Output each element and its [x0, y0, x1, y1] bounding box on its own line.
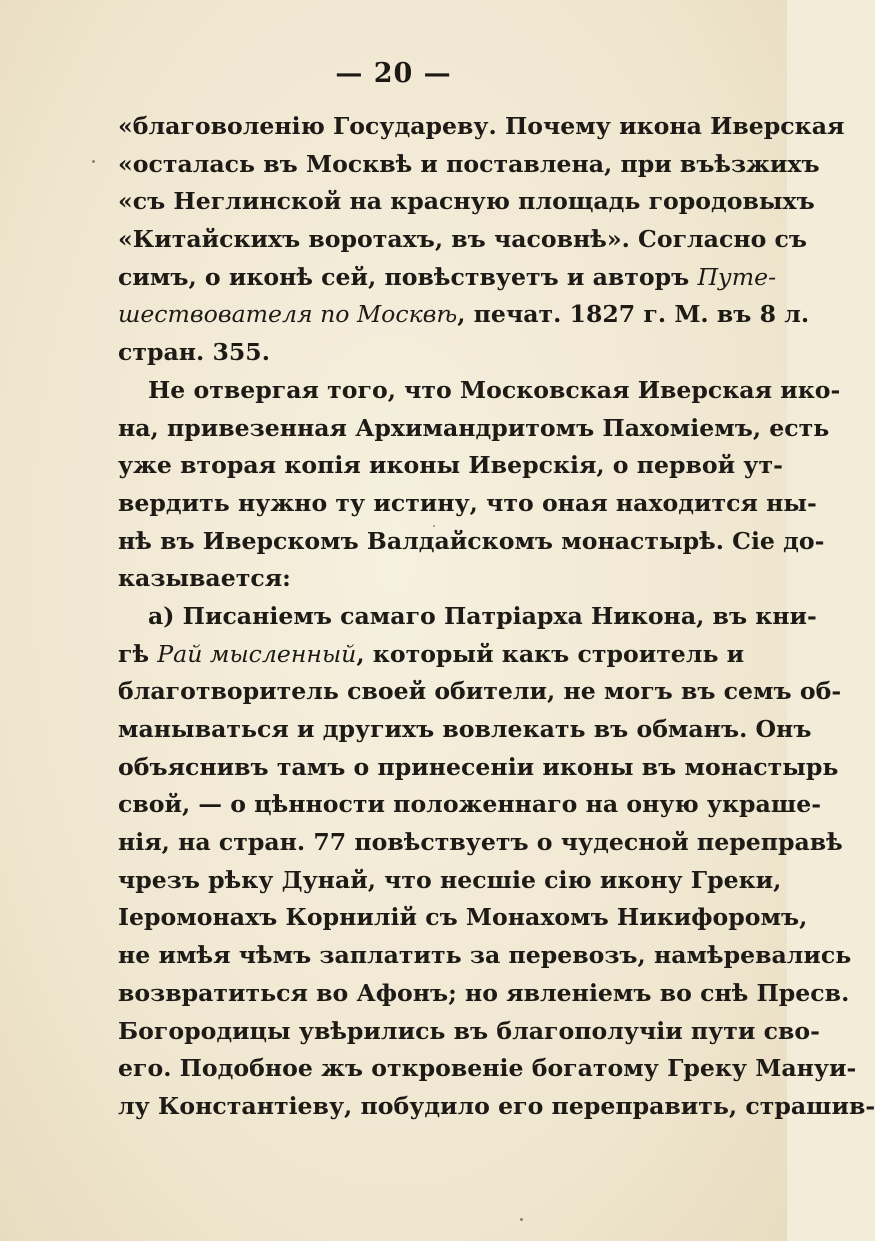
- text-line: «съ Неглинской на красную площадь городовыхъ: [118, 187, 815, 216]
- italic-title: Путе-: [697, 262, 777, 291]
- text-line: «Китайскихъ воротахъ, въ часовнѣ». Согласно съ: [118, 225, 807, 254]
- text-line: [118, 636, 745, 674]
- text-span: симъ, о иконѣ сей, повѣствуетъ и авторъ: [118, 262, 698, 291]
- body-text: [118, 108, 875, 1126]
- text-line: чрезъ рѣку Дунай, что несшіе сію икону Греки,: [118, 865, 782, 894]
- page-number: — 20 —: [335, 58, 452, 89]
- text-line: «благоволенію Государеву. Почему икона Иверская: [118, 112, 845, 140]
- text-line: уже вторая копія иконы Иверскія, о первой ут-: [118, 451, 783, 480]
- text-span: , который какъ строитель и: [356, 639, 745, 668]
- text-line: нѣ въ Иверскомъ Валдайскомъ монастырѣ. Сіе до-: [118, 526, 825, 555]
- ink-speck: [433, 525, 435, 527]
- text-line: Богородицы увѣрились въ благополучіи пути сво-: [118, 1016, 820, 1045]
- text-line: благотворитель своей обители, не могъ въ семъ об-: [118, 677, 842, 706]
- text-line: Іеромонахъ Корнилій съ Монахомъ Никифоромъ,: [118, 903, 808, 932]
- text-line: а) Писаніемъ самаго Патріарха Никона, въ кни-: [148, 601, 817, 630]
- text-line: «осталась въ Москвѣ и поставлена, при въѣзжихъ: [118, 149, 820, 178]
- text-line: лу Константіеву, побудило его переправить, страшив-: [118, 1091, 875, 1120]
- italic-title: Рай мысленный: [157, 639, 357, 668]
- text-line: казывается:: [118, 564, 291, 593]
- text-span: , печат. 1827 г. М. въ 8 л.: [457, 300, 810, 329]
- text-span: гѣ: [118, 639, 158, 668]
- text-line: Не отвергая того, что Московская Иверская ико-: [148, 375, 841, 404]
- text-line: манываться и другихъ вовлекать въ обманъ. Онъ: [118, 715, 812, 743]
- ink-speck: [92, 160, 95, 163]
- text-line: его. Подобное жъ откровеніе богатому Греку Мануи-: [118, 1054, 857, 1083]
- text-line: нія, на стран. 77 повѣствуетъ о чудесной переправѣ: [118, 828, 843, 857]
- text-line: [118, 259, 777, 297]
- italic-title: шествователя по Москвѣ: [118, 300, 458, 329]
- text-line: возвратиться во Афонъ; но явленіемъ во снѣ Пресв.: [118, 978, 850, 1007]
- text-line: на, привезенная Архимандритомъ Пахоміемъ, есть: [118, 413, 830, 442]
- text-line: свой, — о цѣнности положеннаго на оную украше-: [118, 790, 821, 819]
- text-line: [118, 296, 810, 334]
- text-line: стран. 355.: [118, 338, 270, 367]
- text-line: не имѣя чѣмъ заплатить за перевозъ, намѣревались: [118, 941, 852, 970]
- text-line: вердить нужно ту истину, что оная находится ны-: [118, 488, 817, 517]
- text-line: объяснивъ тамъ о принесеніи иконы въ монастырь: [118, 752, 839, 781]
- ink-speck: [520, 1218, 523, 1221]
